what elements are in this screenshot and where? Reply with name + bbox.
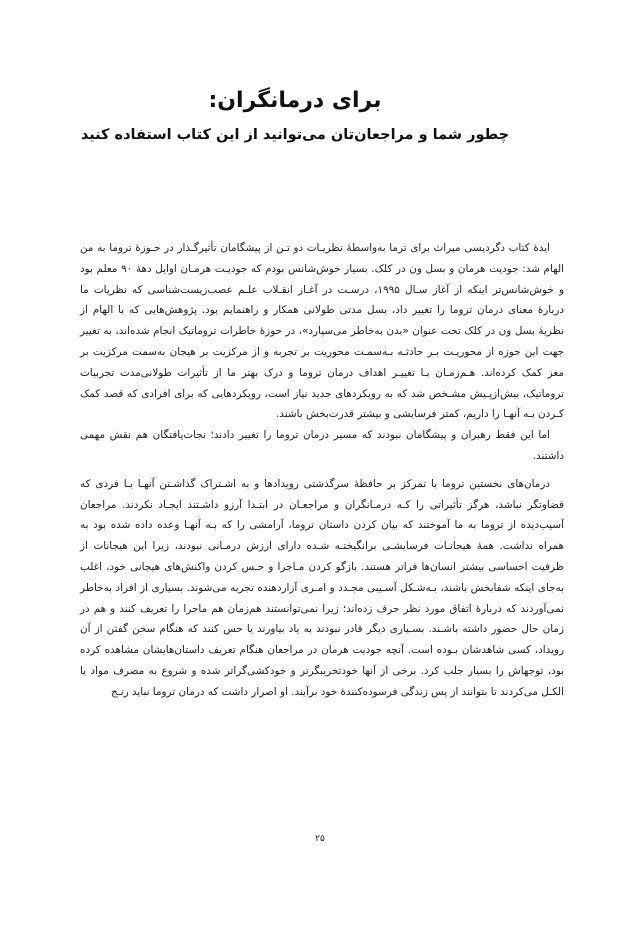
paragraph: اما این فقط رهبران و پیشگامان نبودند که مسیر درمان تروما را تغییر دادند؛ نجات‌یافتگان هم نقش مهمی داشتند. bbox=[80, 429, 564, 462]
page-number: ۲۵ bbox=[315, 834, 325, 844]
page-title: برای درمانگران: bbox=[208, 88, 382, 113]
paragraph: درمان‌های نخستین تروما با تمرکز بر حافظهٔ سرگذشتی رویدادها و به اشـتراک گذاشـتن آنهـا بـا فردی که قضاوتگر نباشد، هرگز تأثیراتی را کـه درمـانگران و مراجعـان در ابتـدا آرزو داشـتند ایجـاد نکردند. مراجعان آسیب‌دیده از تروما به ما آموختند که بیان کردن داستان تروما، آرامشی را که بـه آنهـا وعده داده شده بود به همراه نداشت. همهٔ هیجانـات فرسایشـی برانگیختـه شـده دارای ارزش درمـانی نبودند، زیرا این هیجانات از ظرفیت احساسی بیشتر انسان‌ها فراتر هستند. بازگو کردن مـاجرا و حـس کردن واکنش‌های هیجانی خود، اغلب به‌جای اینکه شفابخش باشند، بـه‌شـکل آسـیبی مجـدد و امـری آزاردهنده تجربه می‌شوند. بسیاری از افراد به‌خاطر نمی‌آوردند که دربارهٔ اتفاق مورد نظر حرف زده‌اند؛ زیرا نمی‌توانستند هم‌زمان هم ماجرا را تعریف کنند و هم در زمان حال حضور داشته باشـند. بسـیاری دیگر قادر نبودند به یاد بیاورند یا حس کنند که هنگام سخن گفتن از آن رویداد، کسی شاهدشان بـوده است. آنچه جودیت هرمان در مراجعان هنگام تعریف داستان‌هایشان مشاهده کرده بود، توجهاش را بسیار جلب کرد. برخی از آنها خودتخریبگرتر و خودکشی‌گراتر شده و شروع به مصرف مواد یا الکـل می‌کردند تا بتوانند از پس زندگی فرسوده‌کنندهٔ خود برآیند. او اصرار داشت که درمان تروما نباید رنـج bbox=[80, 477, 564, 698]
page-subtitle: چطور شما و مراجعان‌تان می‌توانید از این کتاب استفاده کنید bbox=[80, 127, 510, 143]
paragraph: ایدهٔ کتاب دگردیسی میراث برای ترما به‌واسطهٔ نظریـات دو تـن از پیشگامان تأثیرگـذار در حـوزهٔ تروما به من الهام شد: جودیت هرمان و بسل ون در کلک. بسیار خوش‌شانس بودم که جودیـت هرمـان اوایل دههٔ ۹۰ معلم بود و خوش‌شانس‌تر اینکه از آغاز سـال ۱۹۹۵، درسـت در آغـاز انقـلاب علـم عصب‌زیست‌شناسی که نظریات ما دربارهٔ معنای درمان تروما را تغییر داد، بسل مدتی طولانی همکار و راهنمایم بود. پژوهش‌هایی که با الهام از نظریهٔ بسل ون در کلک تحت عنوان «بدن به‌خاطر می‌سپارد»، در حوزهٔ خاطرات تروماتیک انجام شده‌اند، به تغییر جهت این حوزه از محوریـت بـر حادثـه بـه‌سمـت محوریت بر تجربه و از مرکزیت بر هیجان به‌سمت مرکزیت بر مغز کمک کرده‌اند. هـم‌زمـان بـا تغییـر اهداف درمان تروما و درک بهتر ما از تأثیرات طولانی‌مدت تجربیات تروماتیک، بیش‌ازپـیش مشـخص شد که به رویکردهای جدید نیاز است، رویکردهایی که برای افرادی که قصد کمک کـردن بـه آنهـا را داریم، کمتر فرسایشی و بیشتر قدرت‌بخش باشند. bbox=[80, 242, 564, 421]
body-text bbox=[80, 238, 564, 703]
